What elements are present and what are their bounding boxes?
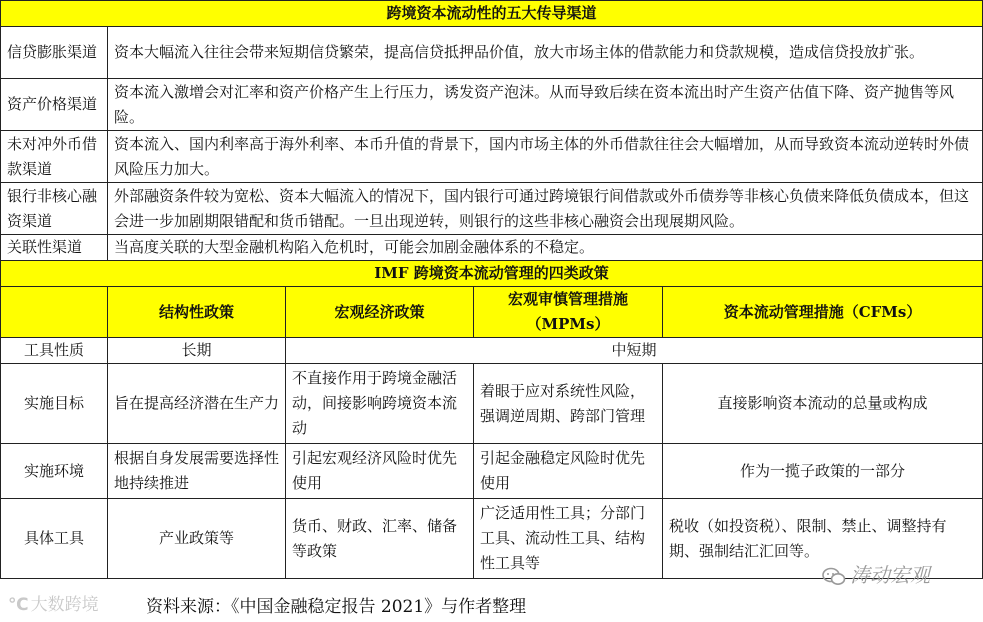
table-row [1, 444, 983, 499]
cell-macro: 不直接作用于跨境金融活动，间接影响跨境资本流动 [286, 364, 474, 444]
channel-text: 当高度关联的大型金融机构陷入危机时，可能会加剧金融体系的不稳定。 [108, 235, 983, 261]
col-header-structural: 结构性政策 [108, 287, 286, 338]
channel-label: 未对冲外币借款渠道 [1, 131, 108, 183]
col-header-macro: 宏观经济政策 [286, 287, 474, 338]
channel-text: 资本流入、国内利率高于海外利率、本币升值的背景下，国内市场主体的外币借款往往会大幅增加，从而导致资本流动逆转时外债风险压力加大。 [108, 131, 983, 183]
cell-cfm: 作为一揽子政策的一部分 [663, 444, 983, 499]
col-header-cfm: 资本流动管理措施（CFMs） [663, 287, 983, 338]
watermark-logo-icon: ℃ [8, 595, 29, 615]
row-label: 具体工具 [1, 499, 108, 579]
cell-cfm: 税收（如投资税）、限制、禁止、调整持有期、强制结汇汇回等。 [663, 499, 983, 579]
section2-title: IMF 跨境资本流动管理的四类政策 [1, 261, 983, 287]
table-row [1, 79, 983, 131]
channel-label: 信贷膨胀渠道 [1, 27, 108, 79]
channel-text: 外部融资条件较为宽松、资本大幅流入的情况下，国内银行可通过跨境银行间借款或外币债券等非核心负债来降低负债成本，但这会进一步加剧期限错配和货币错配。一旦出现逆转，则银行的这些非核心融资会出现展期风险。 [108, 183, 983, 235]
cell-macro: 引起宏观经济风险时优先使用 [286, 444, 474, 499]
channel-label: 关联性渠道 [1, 235, 108, 261]
cell-cfm: 直接影响资本流动的总量或构成 [663, 364, 983, 444]
cell-structural: 根据自身发展需要选择性地持续推进 [108, 444, 286, 499]
row-label: 实施环境 [1, 444, 108, 499]
source-note: 资料来源：《中国金融稳定报告 2021》与作者整理 [146, 597, 527, 617]
row-label: 工具性质 [1, 338, 108, 364]
table-row [1, 131, 983, 183]
channel-label: 资产价格渠道 [1, 79, 108, 131]
cell-mpm: 着眼于应对系统性风险，强调逆周期、跨部门管理 [474, 364, 663, 444]
channel-label: 银行非核心融资渠道 [1, 183, 108, 235]
watermark-right [822, 561, 930, 589]
section1-header-row [1, 1, 983, 27]
cell-macro: 货币、财政、汇率、储备等政策 [286, 499, 474, 579]
col-header-mpm: 宏观审慎管理措施（MPMs） [474, 287, 663, 338]
cell-structural: 旨在提高经济潜在生产力 [108, 364, 286, 444]
watermark-right-text: 涛动宏观 [850, 563, 930, 587]
cell-structural: 长期 [108, 338, 286, 364]
cell-mpm: 广泛适用性工具；分部门工具、流动性工具、结构性工具等 [474, 499, 663, 579]
cell-mpm: 引起金融稳定风险时优先使用 [474, 444, 663, 499]
section1-title: 跨境资本流动性的五大传导渠道 [1, 1, 983, 27]
watermark-left [8, 592, 99, 618]
table-row [1, 235, 983, 261]
channel-text: 资本大幅流入往往会带来短期信贷繁荣，提高信贷抵押品价值，放大市场主体的借款能力和贷款规模，造成信贷投放扩张。 [108, 27, 983, 79]
row-label: 实施目标 [1, 364, 108, 444]
table-row [1, 364, 983, 444]
table-row [1, 183, 983, 235]
wechat-icon [822, 567, 846, 587]
table-row [1, 27, 983, 79]
watermark-left-text: 大数跨境 [30, 595, 99, 615]
policy-columns-row [1, 287, 983, 338]
table-row [1, 338, 983, 364]
channel-text: 资本流入激增会对汇率和资产价格产生上行压力，诱发资产泡沫。从而导致后续在资本流出时产生资产估值下降、资产抛售等风险。 [108, 79, 983, 131]
section2-header-row [1, 261, 983, 287]
cell-others: 中短期 [286, 338, 983, 364]
cell-structural: 产业政策等 [108, 499, 286, 579]
corner-cell [1, 287, 108, 338]
